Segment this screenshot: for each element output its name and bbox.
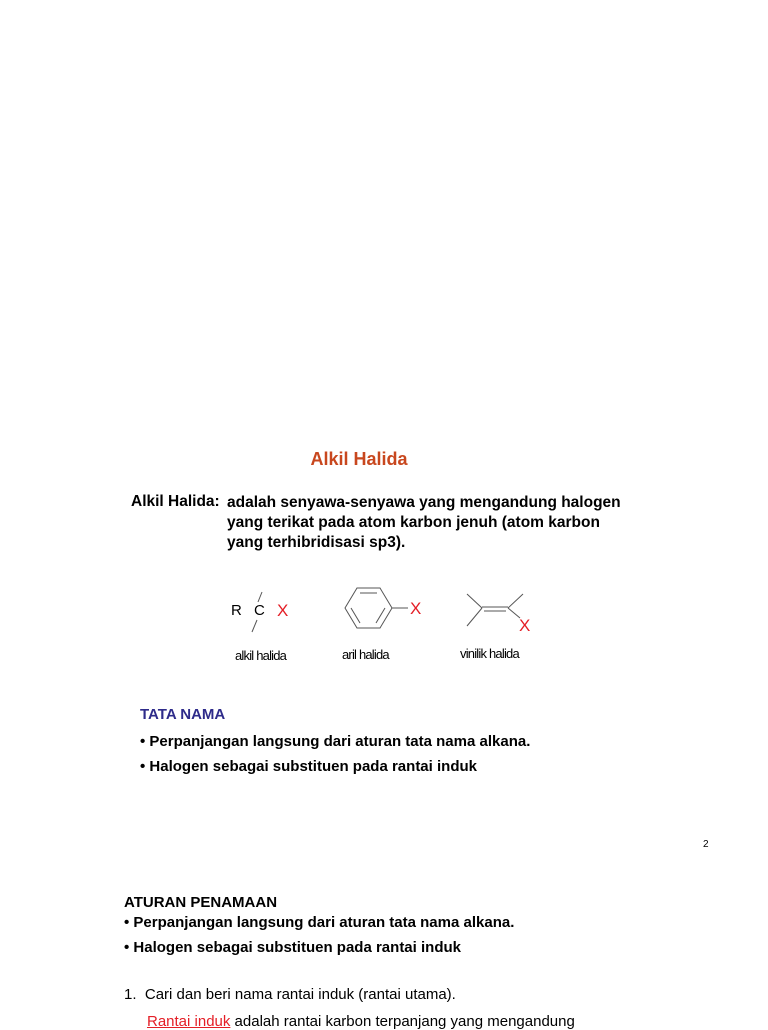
definition-line: yang terikat pada atom karbon jenuh (atom karbon <box>227 514 600 531</box>
double-bond <box>376 608 385 623</box>
definition-label: Alkil Halida: <box>131 493 220 510</box>
bond-line <box>252 620 257 632</box>
aturan-penamaan-heading: ATURAN PENAMAAN <box>124 894 278 911</box>
halide-structures-diagram <box>220 580 560 670</box>
carbon-label: C <box>254 602 265 619</box>
bullet-item: • Perpanjangan langsung dari aturan tata nama alkana. <box>140 733 531 750</box>
vinylic-halide-caption: vinilik halida <box>460 646 519 661</box>
bond-line <box>508 594 523 608</box>
bullet-item: • Halogen sebagai substituen pada rantai induk <box>140 758 477 775</box>
definition-line: adalah senyawa-senyawa yang mengandung halogen <box>227 494 621 511</box>
page-number: 2 <box>703 839 709 850</box>
numbered-item <box>124 986 456 1003</box>
bullet-text: Perpanjangan langsung dari aturan tata nama alkana. <box>149 733 531 750</box>
vinylic-halide-structure <box>460 594 530 661</box>
definition-text <box>227 493 657 553</box>
highlight-term: Rantai induk <box>147 1013 231 1030</box>
numbered-item-detail <box>147 1013 575 1030</box>
halogen-x: X <box>277 601 289 620</box>
definition-line: yang terhibridisasi sp3). <box>227 534 406 551</box>
alkyl-halide-caption: alkil halida <box>235 648 287 663</box>
bullet-item: • Halogen sebagai substituen pada rantai induk <box>124 939 461 956</box>
bullet-item: • Perpanjangan langsung dari aturan tata nama alkana. <box>124 914 515 931</box>
aryl-halide-structure <box>342 588 421 662</box>
bond-line <box>258 592 262 602</box>
detail-text: adalah rantai karbon terpanjang yang mengandung <box>230 1013 575 1030</box>
aryl-halide-caption: aril halida <box>342 647 389 662</box>
bullet-text: Perpanjangan langsung dari aturan tata nama alkana. <box>133 914 515 931</box>
alkyl-halide-structure <box>231 592 288 663</box>
bullet-text: Halogen sebagai substituen pada rantai induk <box>133 939 461 956</box>
item-number: 1. <box>124 986 137 1003</box>
halogen-x: X <box>519 616 531 635</box>
bond-line <box>467 594 482 608</box>
item-text: Cari dan beri nama rantai induk (rantai utama). <box>144 986 456 1003</box>
tata-nama-heading: TATA NAMA <box>140 706 226 723</box>
bond-line <box>467 608 482 626</box>
bullet-text: Halogen sebagai substituen pada rantai induk <box>149 758 477 775</box>
halogen-x: X <box>410 599 422 618</box>
r-group-label: R <box>231 602 242 619</box>
slide-title: Alkil Halida <box>310 449 408 469</box>
